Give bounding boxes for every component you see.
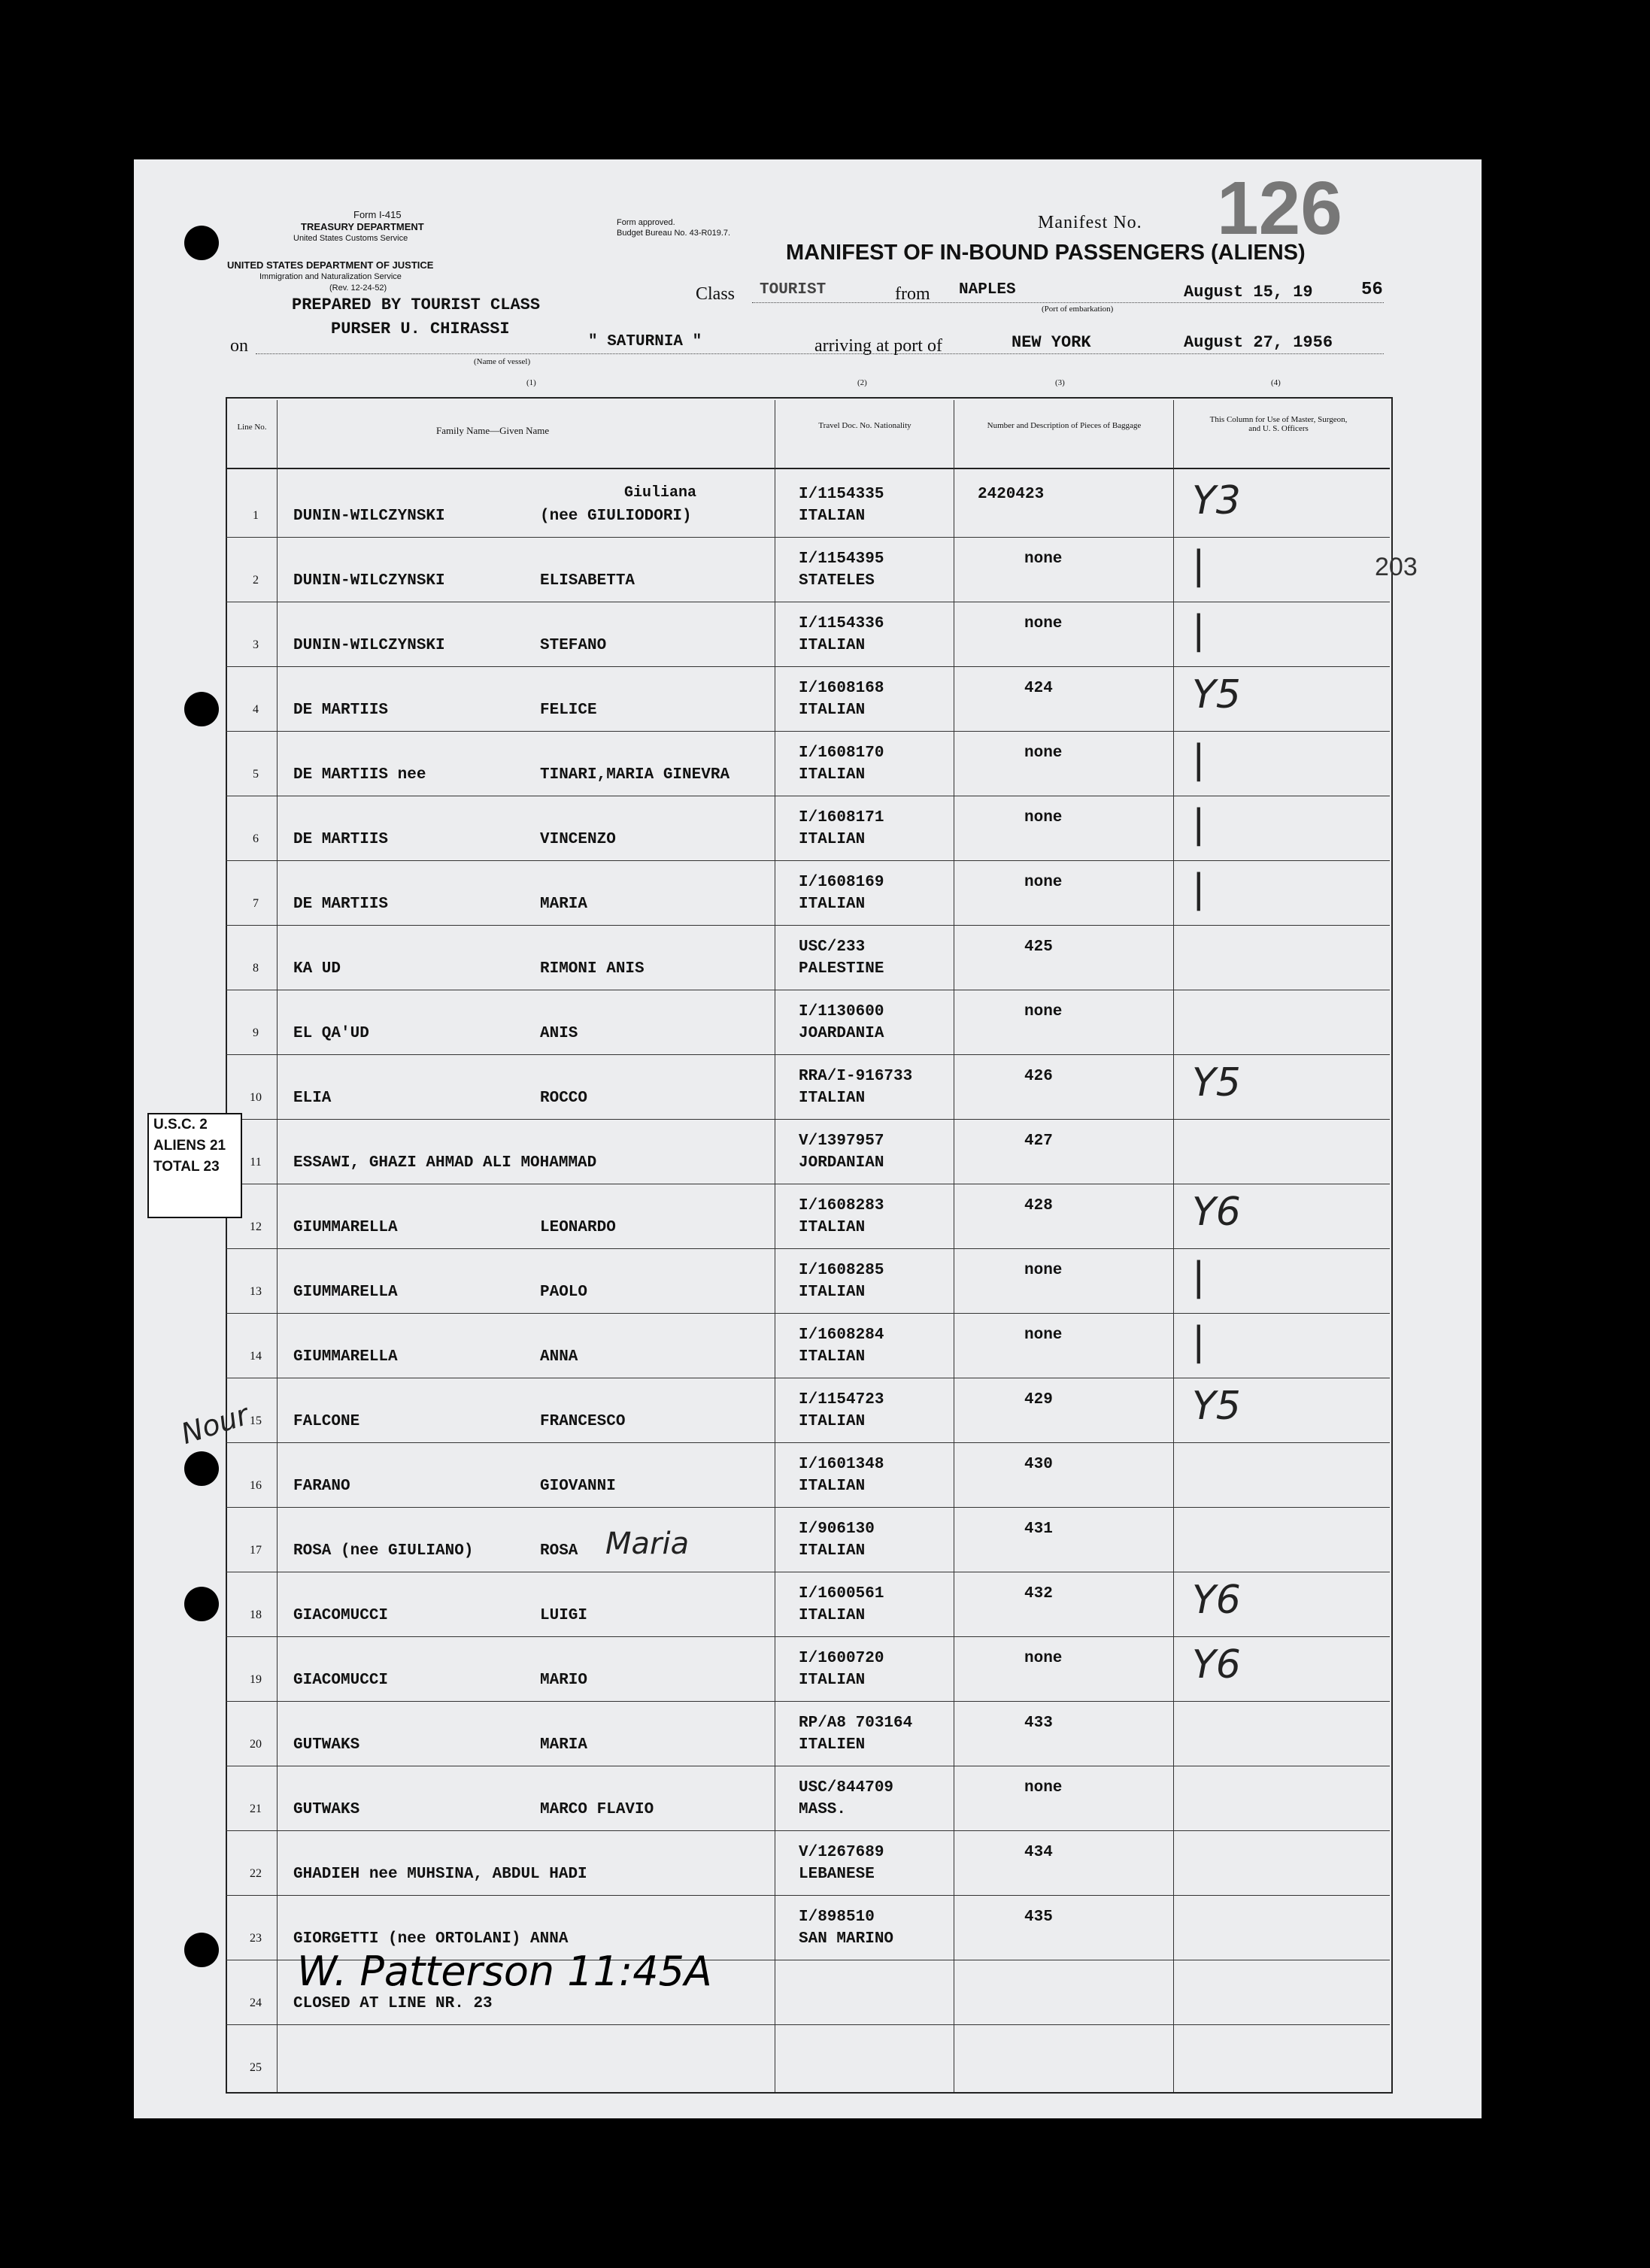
line-number: 15 bbox=[250, 1414, 262, 1427]
given-name: GIOVANNI bbox=[540, 1478, 616, 1495]
travel-doc: I/1130600 bbox=[799, 1003, 884, 1020]
family-name: DUNIN-WILCZYNSKI bbox=[293, 572, 445, 590]
treasury-dept: TREASURY DEPARTMENT bbox=[301, 221, 424, 232]
nationality: ITALIAN bbox=[799, 702, 866, 719]
line-number: 9 bbox=[253, 1026, 259, 1039]
given-name: ANIS bbox=[540, 1025, 578, 1042]
nationality: ITALIAN bbox=[799, 508, 866, 525]
given-name: FELICE bbox=[540, 702, 597, 719]
officer-mark: | bbox=[1192, 1254, 1206, 1299]
row-divider bbox=[226, 1507, 1390, 1508]
nationality: ITALIAN bbox=[799, 1219, 866, 1236]
nationality: ITALIAN bbox=[799, 1607, 866, 1624]
row-divider bbox=[226, 925, 1390, 926]
departure-year: 56 bbox=[1361, 280, 1383, 300]
line-number: 21 bbox=[250, 1803, 262, 1815]
handwritten-maria: Maria bbox=[605, 1527, 690, 1561]
given-name: ANNA bbox=[540, 1348, 578, 1366]
col-num-3: (3) bbox=[1055, 378, 1065, 387]
line-number: 16 bbox=[250, 1479, 262, 1492]
family-name: GIUMMARELLA bbox=[293, 1219, 398, 1236]
line-number: 19 bbox=[250, 1673, 262, 1686]
travel-doc: I/1608169 bbox=[799, 874, 884, 891]
officer-mark: Y6 bbox=[1192, 1578, 1241, 1623]
nationality: LEBANESE bbox=[799, 1866, 875, 1883]
nationality: PALESTINE bbox=[799, 960, 884, 978]
officer-mark: Y6 bbox=[1192, 1642, 1241, 1687]
baggage: none bbox=[1024, 550, 1063, 568]
from-label: from bbox=[895, 284, 930, 304]
line-number: 2 bbox=[253, 574, 259, 587]
travel-doc: RP/A8 703164 bbox=[799, 1715, 913, 1732]
family-name: ESSAWI, GHAZI AHMAD ALI MOHAMMAD bbox=[293, 1154, 597, 1172]
family-name: DE MARTIIS bbox=[293, 831, 389, 848]
manifest-title: MANIFEST OF IN-BOUND PASSENGERS (ALIENS) bbox=[786, 241, 1306, 265]
travel-doc: USC/233 bbox=[799, 938, 866, 956]
row-divider bbox=[226, 666, 1390, 667]
given-name: MARIA bbox=[540, 896, 588, 913]
prepared-by-line2: PURSER U. CHIRASSI bbox=[331, 320, 510, 338]
row-divider bbox=[226, 1442, 1390, 1443]
line-number: 1 bbox=[253, 509, 259, 522]
side-note: 203 bbox=[1375, 553, 1418, 581]
punch-hole bbox=[184, 1451, 219, 1486]
baggage: none bbox=[1024, 1262, 1063, 1279]
given-name: RIMONI ANIS bbox=[540, 960, 645, 978]
row-divider bbox=[226, 1313, 1390, 1314]
baggage: 428 bbox=[1024, 1197, 1053, 1214]
family-name: GIUMMARELLA bbox=[293, 1348, 398, 1366]
tally-aliens: ALIENS 21 bbox=[153, 1138, 226, 1154]
travel-doc: I/898510 bbox=[799, 1909, 875, 1926]
arriving-label: arriving at port of bbox=[814, 336, 942, 356]
travel-doc: I/1600720 bbox=[799, 1650, 884, 1667]
class-rule bbox=[752, 302, 1384, 303]
col-header-officers: This Column for Use of Master, Surgeon, and U. S. Officers bbox=[1209, 415, 1348, 433]
punch-hole bbox=[184, 1933, 219, 1967]
col-header-travel-doc: Travel Doc. No. Nationality bbox=[818, 421, 911, 430]
col-header-line-no: Line No. bbox=[237, 423, 267, 432]
travel-doc: USC/844709 bbox=[799, 1779, 894, 1797]
given-name: FRANCESCO bbox=[540, 1413, 626, 1430]
col-num-4: (4) bbox=[1271, 378, 1281, 387]
baggage: 426 bbox=[1024, 1068, 1053, 1085]
manifest-no-label: Manifest No. bbox=[1038, 213, 1142, 232]
officer-mark: Y3 bbox=[1192, 478, 1241, 523]
baggage: 435 bbox=[1024, 1909, 1053, 1926]
given-name: MARCO FLAVIO bbox=[540, 1801, 654, 1818]
class-value: TOURIST bbox=[760, 281, 827, 299]
class-label: Class bbox=[696, 284, 736, 304]
line-number: 18 bbox=[250, 1609, 262, 1621]
travel-doc: RRA/I-916733 bbox=[799, 1068, 913, 1085]
row-divider bbox=[226, 1054, 1390, 1055]
line-number: 6 bbox=[253, 832, 259, 845]
baggage: none bbox=[1024, 1650, 1063, 1667]
status-tally-box bbox=[147, 1113, 242, 1218]
from-value: NAPLES bbox=[959, 281, 1016, 299]
travel-doc: I/1608168 bbox=[799, 680, 884, 697]
family-name: KA UD bbox=[293, 960, 341, 978]
baggage: none bbox=[1024, 744, 1063, 762]
family-name: GIORGETTI (nee ORTOLANI) ANNA bbox=[293, 1930, 569, 1948]
family-name: FARANO bbox=[293, 1478, 350, 1495]
baggage: 427 bbox=[1024, 1132, 1053, 1150]
travel-doc: I/1608171 bbox=[799, 809, 884, 826]
row-divider bbox=[226, 1248, 1390, 1249]
form-number: Form I-415 bbox=[353, 209, 402, 220]
travel-doc: I/1154335 bbox=[799, 486, 884, 503]
baggage: 432 bbox=[1024, 1585, 1053, 1602]
col-num-1: (1) bbox=[526, 378, 536, 387]
line-number: 12 bbox=[250, 1220, 262, 1233]
line-number: 13 bbox=[250, 1285, 262, 1298]
officer-mark: Y6 bbox=[1192, 1190, 1241, 1235]
family-name: ROSA (nee GIULIANO) bbox=[293, 1542, 474, 1560]
given-name: LUIGI bbox=[540, 1607, 588, 1624]
family-name: DUNIN-WILCZYNSKI bbox=[293, 508, 445, 525]
officer-mark: Y5 bbox=[1192, 672, 1241, 717]
column-divider bbox=[277, 400, 278, 2092]
vessel-caption: (Name of vessel) bbox=[474, 357, 531, 366]
col-num-2: (2) bbox=[857, 378, 867, 387]
family-name: FALCONE bbox=[293, 1413, 360, 1430]
nationality: ITALIAN bbox=[799, 766, 866, 784]
officer-mark: | bbox=[1192, 608, 1206, 653]
row-divider bbox=[226, 1830, 1390, 1831]
row-divider bbox=[226, 860, 1390, 861]
ins-service: Immigration and Naturalization Service bbox=[259, 272, 402, 281]
port-embark-caption: (Port of embarkation) bbox=[1042, 305, 1114, 314]
given-name: STEFANO bbox=[540, 637, 607, 654]
nationality: ITALIAN bbox=[799, 896, 866, 913]
travel-doc: I/1601348 bbox=[799, 1456, 884, 1473]
family-name: GHADIEH nee MUHSINA, ABDUL HADI bbox=[293, 1866, 587, 1883]
tally-total: TOTAL 23 bbox=[153, 1159, 220, 1175]
travel-doc: I/1154395 bbox=[799, 550, 884, 568]
nationality: MASS. bbox=[799, 1801, 847, 1818]
row-divider bbox=[226, 1636, 1390, 1637]
baggage: none bbox=[1024, 1779, 1063, 1797]
manifest-number: 126 bbox=[1217, 166, 1342, 250]
family-name: GUTWAKS bbox=[293, 1736, 360, 1754]
line-number: 17 bbox=[250, 1544, 262, 1557]
given-name: TINARI,MARIA GINEVRA bbox=[540, 766, 730, 784]
row-divider bbox=[226, 2024, 1390, 2025]
nationality: ITALIAN bbox=[799, 1672, 866, 1689]
baggage: none bbox=[1024, 1003, 1063, 1020]
travel-doc: I/1154336 bbox=[799, 615, 884, 632]
row-divider bbox=[226, 731, 1390, 732]
officer-mark: | bbox=[1192, 802, 1206, 847]
line-number: 24 bbox=[250, 1997, 262, 2009]
travel-doc: I/1608283 bbox=[799, 1197, 884, 1214]
baggage: none bbox=[1024, 615, 1063, 632]
nationality: ITALIAN bbox=[799, 637, 866, 654]
baggage: 2420423 bbox=[978, 486, 1045, 503]
officer-mark: Y5 bbox=[1192, 1060, 1241, 1105]
officer-mark: | bbox=[1192, 866, 1206, 911]
handwritten-signature: W. Patterson 11:45A bbox=[297, 1948, 712, 1995]
baggage: 425 bbox=[1024, 938, 1053, 956]
given-name: ROSA bbox=[540, 1542, 578, 1560]
officer-mark: Y5 bbox=[1192, 1384, 1241, 1429]
arrival-date: August 27, 1956 bbox=[1184, 333, 1333, 352]
given-name: LEONARDO bbox=[540, 1219, 616, 1236]
line-number: 5 bbox=[253, 768, 259, 781]
nationality: ITALIAN bbox=[799, 1348, 866, 1366]
margin-note: Nour bbox=[177, 1397, 253, 1451]
prepared-by-line1: PREPARED BY TOURIST CLASS bbox=[292, 296, 541, 314]
justice-dept: UNITED STATES DEPARTMENT OF JUSTICE bbox=[227, 259, 434, 271]
nationality: ITALIAN bbox=[799, 1090, 866, 1107]
line-number: 3 bbox=[253, 638, 259, 651]
family-name: DUNIN-WILCZYNSKI bbox=[293, 637, 445, 654]
line-number: 8 bbox=[253, 962, 259, 975]
line-number: 7 bbox=[253, 897, 259, 910]
given-name-above: Giuliana bbox=[624, 484, 697, 502]
baggage: 429 bbox=[1024, 1391, 1053, 1408]
travel-doc: I/1154723 bbox=[799, 1391, 884, 1408]
line-number: 25 bbox=[250, 2061, 262, 2074]
officer-mark: | bbox=[1192, 1319, 1206, 1364]
header-rule bbox=[226, 468, 1390, 469]
baggage: 424 bbox=[1024, 680, 1053, 697]
revision: (Rev. 12-24-52) bbox=[329, 284, 387, 293]
baggage: 433 bbox=[1024, 1715, 1053, 1732]
nationality: SAN MARINO bbox=[799, 1930, 894, 1948]
line-number: 10 bbox=[250, 1091, 262, 1104]
punch-hole bbox=[184, 1587, 219, 1621]
given-name: (nee GIULIODORI) bbox=[540, 508, 692, 525]
line-number: 20 bbox=[250, 1738, 262, 1751]
nationality: ITALIAN bbox=[799, 1478, 866, 1495]
nationality: ITALIAN bbox=[799, 1284, 866, 1301]
family-name: DE MARTIIS nee bbox=[293, 766, 426, 784]
baggage: none bbox=[1024, 809, 1063, 826]
punch-hole bbox=[184, 226, 219, 260]
family-name: GIACOMUCCI bbox=[293, 1607, 389, 1624]
travel-doc: I/906130 bbox=[799, 1521, 875, 1538]
family-name: DE MARTIIS bbox=[293, 896, 389, 913]
given-name: ROCCO bbox=[540, 1090, 588, 1107]
nationality: ITALIAN bbox=[799, 831, 866, 848]
column-divider bbox=[1173, 400, 1174, 2092]
vessel-name: " SATURNIA " bbox=[588, 333, 702, 350]
officer-mark: | bbox=[1192, 737, 1206, 782]
on-label: on bbox=[230, 336, 248, 356]
baggage: none bbox=[1024, 874, 1063, 891]
punch-hole bbox=[184, 692, 219, 726]
nationality: JOARDANIA bbox=[799, 1025, 884, 1042]
travel-doc: V/1397957 bbox=[799, 1132, 884, 1150]
travel-doc: I/1608285 bbox=[799, 1262, 884, 1279]
row-divider bbox=[226, 1701, 1390, 1702]
arrival-port: NEW YORK bbox=[1012, 333, 1091, 352]
nationality: ITALIAN bbox=[799, 1413, 866, 1430]
baggage: none bbox=[1024, 1327, 1063, 1344]
line-number: 23 bbox=[250, 1932, 262, 1945]
baggage: 430 bbox=[1024, 1456, 1053, 1473]
nationality: STATELES bbox=[799, 572, 875, 590]
line-number: 4 bbox=[253, 703, 259, 716]
family-name: GUTWAKS bbox=[293, 1801, 360, 1818]
travel-doc: I/1600561 bbox=[799, 1585, 884, 1602]
family-name: EL QA'UD bbox=[293, 1025, 369, 1042]
baggage: 431 bbox=[1024, 1521, 1053, 1538]
given-name: PAOLO bbox=[540, 1284, 588, 1301]
row-divider bbox=[226, 1895, 1390, 1896]
nationality: ITALIAN bbox=[799, 1542, 866, 1560]
baggage: 434 bbox=[1024, 1844, 1053, 1861]
travel-doc: V/1267689 bbox=[799, 1844, 884, 1861]
family-name: GIACOMUCCI bbox=[293, 1672, 389, 1689]
family-name: GIUMMARELLA bbox=[293, 1284, 398, 1301]
row-divider bbox=[226, 1119, 1390, 1120]
family-name: ELIA bbox=[293, 1090, 332, 1107]
departure-date: August 15, 19 bbox=[1184, 283, 1313, 302]
line-number: 11 bbox=[250, 1156, 262, 1169]
given-name: ELISABETTA bbox=[540, 572, 635, 590]
form-approved: Form approved. bbox=[617, 218, 675, 227]
row-divider bbox=[226, 537, 1390, 538]
col-header-baggage: Number and Description of Pieces of Baggage bbox=[987, 421, 1142, 430]
travel-doc: I/1608170 bbox=[799, 744, 884, 762]
given-name: MARIO bbox=[540, 1672, 588, 1689]
vessel-rule bbox=[256, 353, 1384, 354]
budget-bureau: Budget Bureau No. 43-R019.7. bbox=[617, 229, 731, 238]
line-number: 14 bbox=[250, 1350, 262, 1363]
officer-mark: | bbox=[1192, 543, 1206, 588]
nationality: JORDANIAN bbox=[799, 1154, 884, 1172]
customs-service: United States Customs Service bbox=[293, 234, 408, 243]
given-name: VINCENZO bbox=[540, 831, 616, 848]
family-name: CLOSED AT LINE NR. 23 bbox=[293, 1995, 493, 2012]
line-number: 22 bbox=[250, 1867, 262, 1880]
family-name: DE MARTIIS bbox=[293, 702, 389, 719]
tally-usc: U.S.C. 2 bbox=[153, 1117, 208, 1132]
given-name: MARIA bbox=[540, 1736, 588, 1754]
travel-doc: I/1608284 bbox=[799, 1327, 884, 1344]
col-header-name: Family Name—Given Name bbox=[436, 425, 550, 436]
nationality: ITALIEN bbox=[799, 1736, 866, 1754]
